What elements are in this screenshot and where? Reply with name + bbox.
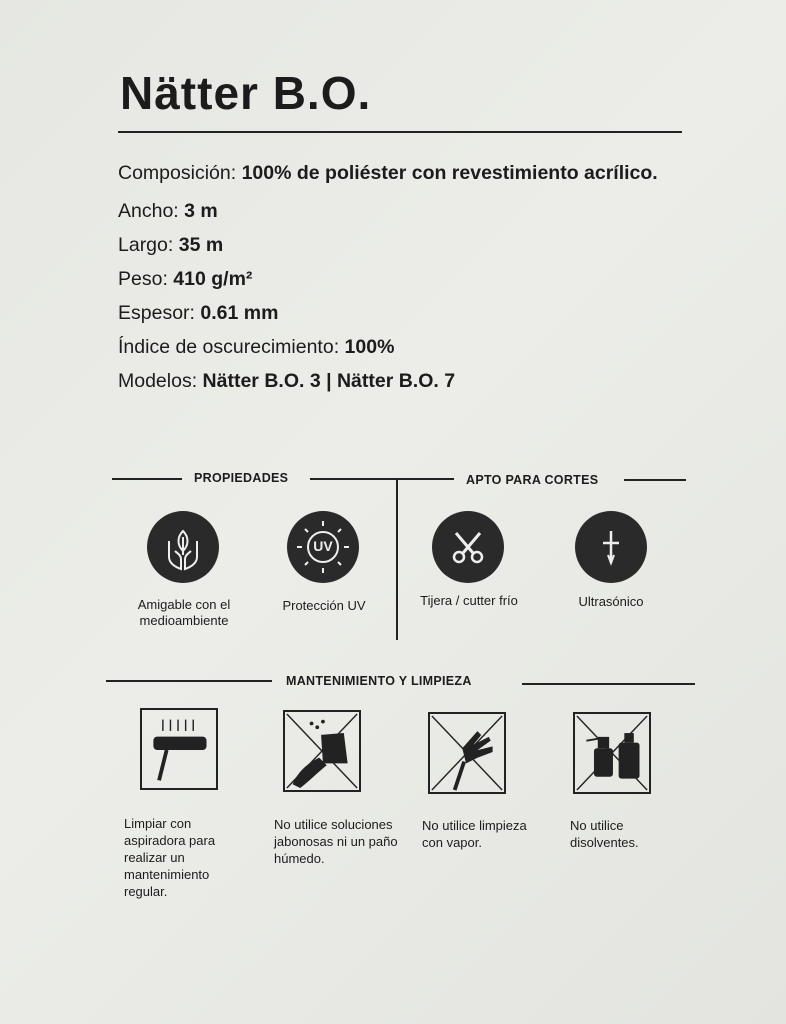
- caption-ultrasonico: Ultrasónico: [578, 594, 644, 609]
- no-steam-icon: [428, 712, 506, 794]
- title-divider: [118, 131, 682, 133]
- caption-jabonosas: No utilice soluciones jabonosas ni un paño húmedo.: [274, 817, 398, 866]
- section-mantenimiento: MANTENIMIENTO Y LIMPIEZA: [286, 674, 472, 688]
- spec-peso: Peso: 410 g/m²: [118, 268, 253, 290]
- divider: [310, 478, 454, 480]
- divider: [112, 478, 182, 480]
- divider: [106, 680, 272, 682]
- caption-tijera: Tijera / cutter frío: [420, 593, 518, 608]
- spec-largo: Largo: 35 m: [118, 234, 224, 256]
- vacuum-cleaner-icon: [140, 708, 218, 790]
- caption-aspiradora: Limpiar con aspiradora para realizar un mantenimiento regular.: [124, 816, 216, 899]
- section-apto-cortes: APTO PARA CORTES: [466, 473, 599, 487]
- caption-proteccion-uv: Protección UV: [282, 598, 366, 613]
- ultrasonic-icon: [575, 511, 647, 583]
- spec-list: [118, 160, 698, 398]
- spec-espesor: Espesor: 0.61 mm: [118, 302, 279, 324]
- product-title: Nätter B.O.: [120, 67, 372, 119]
- caption-vapor: No utilice limpieza con vapor.: [422, 818, 527, 850]
- no-solvents-icon: [573, 712, 651, 794]
- no-wet-cloth-icon: [283, 710, 361, 792]
- section-propiedades: PROPIEDADES: [194, 471, 289, 485]
- uv-protection-icon: [287, 511, 359, 583]
- scissors-icon: [432, 511, 504, 583]
- spec-composicion: Composición: 100% de poliéster con revestimiento acrílico.: [118, 162, 658, 184]
- caption-disolventes: No utilice disolventes.: [570, 818, 639, 850]
- vertical-divider: [396, 480, 398, 640]
- caption-amigable: Amigable con el medioambiente: [137, 597, 231, 628]
- uv-badge-text: UV: [313, 538, 333, 554]
- divider: [522, 683, 695, 685]
- spec-ancho: Ancho: 3 m: [118, 200, 218, 222]
- spec-modelos: Modelos: Nätter B.O. 3 | Nätter B.O. 7: [118, 370, 456, 392]
- eco-hands-leaf-icon: [147, 511, 219, 583]
- divider: [624, 479, 686, 481]
- spec-indice: Índice de oscurecimiento: 100%: [118, 336, 395, 358]
